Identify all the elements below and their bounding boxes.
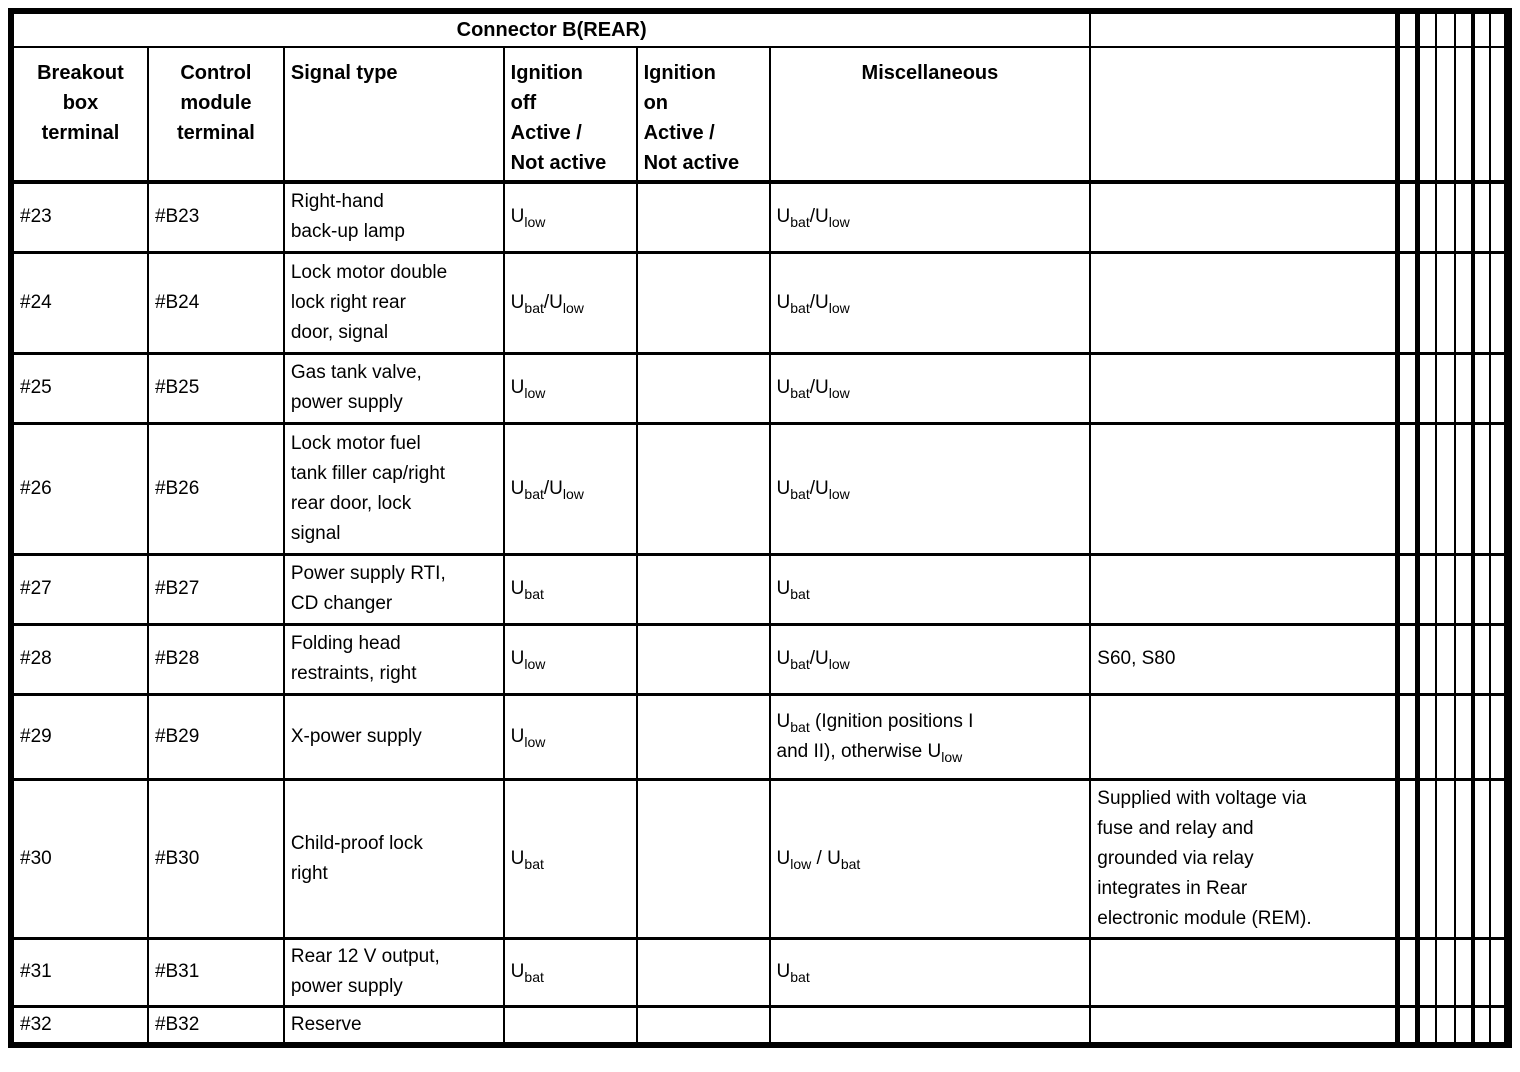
cell-breakout-box-terminal: #31 xyxy=(11,938,148,1006)
filler-cell xyxy=(1473,182,1490,252)
filler-cell xyxy=(1398,47,1418,182)
cell-signal-type: Power supply RTI, CD changer xyxy=(284,554,504,624)
filler-cell xyxy=(1490,554,1508,624)
filler-cell xyxy=(1436,624,1455,694)
filler-cell xyxy=(1418,423,1436,554)
filler-cell xyxy=(1436,47,1455,182)
cell-breakout-box-terminal: #26 xyxy=(11,423,148,554)
filler-cell xyxy=(1473,938,1490,1006)
cell-miscellaneous: $U_{bat}$ (Ignition positions I and II), otherwise $U_{low}$ xyxy=(770,694,1091,779)
cell-notes xyxy=(1090,182,1398,252)
filler-cell xyxy=(1418,353,1436,423)
table-row xyxy=(11,1006,1508,1045)
cell-miscellaneous: $U_{bat}/U_{low}$ xyxy=(770,182,1091,252)
cell-control-module-terminal: #B26 xyxy=(148,423,284,554)
table-row xyxy=(11,779,1508,938)
table-row xyxy=(11,694,1508,779)
cell-ignition-off: $U_{low}$ xyxy=(504,624,637,694)
filler-cell xyxy=(1436,779,1455,938)
filler-cell xyxy=(1436,182,1455,252)
filler-cell xyxy=(1455,11,1473,47)
cell-ignition-on xyxy=(637,353,770,423)
filler-cell xyxy=(1455,779,1473,938)
filler-cell xyxy=(1418,779,1436,938)
filler-cell xyxy=(1490,182,1508,252)
filler-cell xyxy=(1398,182,1418,252)
cell-breakout-box-terminal: #28 xyxy=(11,624,148,694)
filler-cell xyxy=(1436,938,1455,1006)
filler-cell xyxy=(1490,252,1508,353)
cell-notes xyxy=(1090,423,1398,554)
filler-cell xyxy=(1418,47,1436,182)
filler-cell xyxy=(1418,1006,1436,1045)
filler-cell xyxy=(1398,624,1418,694)
cell-control-module-terminal: #B24 xyxy=(148,252,284,353)
filler-cell xyxy=(1398,554,1418,624)
col-header-ignition-on: Ignition on Active / Not active xyxy=(637,47,770,182)
cell-signal-type: Child-proof lock right xyxy=(284,779,504,938)
cell-miscellaneous: $U_{bat}/U_{low}$ xyxy=(770,252,1091,353)
filler-cell xyxy=(1436,353,1455,423)
cell-control-module-terminal: #B31 xyxy=(148,938,284,1006)
cell-ignition-on xyxy=(637,624,770,694)
table-body xyxy=(11,182,1508,1045)
cell-signal-type: Lock motor fuel tank filler cap/right rear door, lock signal xyxy=(284,423,504,554)
cell-miscellaneous xyxy=(770,1006,1091,1045)
filler-cell xyxy=(1473,1006,1490,1045)
filler-cell xyxy=(1455,47,1473,182)
cell-signal-type: Gas tank valve, power supply xyxy=(284,353,504,423)
filler-cell xyxy=(1490,624,1508,694)
filler-cell xyxy=(1473,554,1490,624)
filler-cell xyxy=(1436,11,1455,47)
filler-cell xyxy=(1490,938,1508,1006)
filler-cell xyxy=(1455,353,1473,423)
cell-ignition-on xyxy=(637,554,770,624)
cell-miscellaneous: $U_{bat}/U_{low}$ xyxy=(770,624,1091,694)
cell-signal-type: Right-hand back-up lamp xyxy=(284,182,504,252)
table-row xyxy=(11,554,1508,624)
filler-cell xyxy=(1418,182,1436,252)
filler-cell xyxy=(1490,11,1508,47)
cell-control-module-terminal: #B30 xyxy=(148,779,284,938)
filler-cell xyxy=(1455,938,1473,1006)
cell-control-module-terminal: #B28 xyxy=(148,624,284,694)
filler-cell xyxy=(1473,252,1490,353)
filler-cell xyxy=(1418,938,1436,1006)
cell-signal-type: Lock motor double lock right rear door, signal xyxy=(284,252,504,353)
filler-cell xyxy=(1473,47,1490,182)
cell-ignition-on xyxy=(637,423,770,554)
table-row xyxy=(11,938,1508,1006)
filler-cell xyxy=(1473,423,1490,554)
cell-miscellaneous: $U_{low} / U_{bat}$ xyxy=(770,779,1091,938)
col-header-control-module-terminal: Control module terminal xyxy=(148,47,284,182)
filler-cell xyxy=(1490,779,1508,938)
filler-cell xyxy=(1473,624,1490,694)
filler-cell xyxy=(1418,624,1436,694)
table-row xyxy=(11,182,1508,252)
cell-notes xyxy=(1090,1006,1398,1045)
cell-ignition-on xyxy=(637,779,770,938)
cell-notes xyxy=(1090,694,1398,779)
filler-cell xyxy=(1455,554,1473,624)
filler-cell xyxy=(1473,353,1490,423)
cell-control-module-terminal: #B32 xyxy=(148,1006,284,1045)
cell-signal-type: Folding head restraints, right xyxy=(284,624,504,694)
filler-cell xyxy=(1398,252,1418,353)
filler-cell xyxy=(1490,353,1508,423)
cell-ignition-off: $U_{bat}$ xyxy=(504,779,637,938)
cell-breakout-box-terminal: #25 xyxy=(11,353,148,423)
filler-cell xyxy=(1455,182,1473,252)
cell-control-module-terminal: #B25 xyxy=(148,353,284,423)
filler-cell xyxy=(1436,1006,1455,1045)
col-header-breakout-box-terminal: Breakout box terminal xyxy=(11,47,148,182)
table-row xyxy=(11,624,1508,694)
table-row xyxy=(11,252,1508,353)
filler-cell xyxy=(1436,694,1455,779)
filler-cell xyxy=(1398,423,1418,554)
filler-cell xyxy=(1436,252,1455,353)
filler-cell xyxy=(1490,47,1508,182)
cell-ignition-off: $U_{low}$ xyxy=(504,353,637,423)
filler-cell xyxy=(1418,554,1436,624)
filler-cell xyxy=(1490,694,1508,779)
cell-notes xyxy=(1090,938,1398,1006)
filler-cell xyxy=(1490,1006,1508,1045)
filler-cell xyxy=(1418,694,1436,779)
cell-notes xyxy=(1090,353,1398,423)
filler-cell xyxy=(1398,1006,1418,1045)
cell-miscellaneous: $U_{bat}$ xyxy=(770,938,1091,1006)
filler-cell xyxy=(1455,1006,1473,1045)
cell-ignition-on xyxy=(637,182,770,252)
filler-cell xyxy=(1398,938,1418,1006)
cell-signal-type: Reserve xyxy=(284,1006,504,1045)
filler-cell xyxy=(1418,11,1436,47)
cell-ignition-off: $U_{low}$ xyxy=(504,694,637,779)
filler-cell xyxy=(1436,554,1455,624)
cell-breakout-box-terminal: #24 xyxy=(11,252,148,353)
cell-ignition-off: $U_{bat}$ xyxy=(504,554,637,624)
cell-notes: S60, S80 xyxy=(1090,624,1398,694)
cell-ignition-off xyxy=(504,1006,637,1045)
cell-breakout-box-terminal: #29 xyxy=(11,694,148,779)
title-row xyxy=(11,11,1508,47)
filler-cell xyxy=(1455,624,1473,694)
table-title: Connector B(REAR) xyxy=(11,11,1090,47)
table-row xyxy=(11,423,1508,554)
cell-breakout-box-terminal: #30 xyxy=(11,779,148,938)
col-header-miscellaneous: Miscellaneous xyxy=(770,47,1091,182)
table-row xyxy=(11,353,1508,423)
filler-cell xyxy=(1490,423,1508,554)
filler-cell xyxy=(1455,694,1473,779)
filler-cell xyxy=(1398,779,1418,938)
filler-cell xyxy=(1473,779,1490,938)
cell-miscellaneous: $U_{bat}/U_{low}$ xyxy=(770,353,1091,423)
filler-cell xyxy=(1473,11,1490,47)
notes-header-cell xyxy=(1090,11,1398,47)
column-header-row xyxy=(11,47,1508,182)
cell-ignition-off: $U_{low}$ xyxy=(504,182,637,252)
filler-cell xyxy=(1455,423,1473,554)
cell-ignition-off: $U_{bat}/U_{low}$ xyxy=(504,252,637,353)
cell-ignition-on xyxy=(637,252,770,353)
cell-control-module-terminal: #B29 xyxy=(148,694,284,779)
connector-terminal-table xyxy=(8,8,1512,1048)
filler-cell xyxy=(1436,423,1455,554)
cell-ignition-off: $U_{bat}/U_{low}$ xyxy=(504,423,637,554)
cell-control-module-terminal: #B27 xyxy=(148,554,284,624)
filler-cell xyxy=(1418,252,1436,353)
cell-breakout-box-terminal: #32 xyxy=(11,1006,148,1045)
filler-cell xyxy=(1455,252,1473,353)
filler-cell xyxy=(1398,11,1418,47)
cell-breakout-box-terminal: #23 xyxy=(11,182,148,252)
cell-ignition-off: $U_{bat}$ xyxy=(504,938,637,1006)
cell-ignition-on xyxy=(637,938,770,1006)
cell-notes: Supplied with voltage via fuse and relay and grounded via relay integrates in Rear electronic module (REM). xyxy=(1090,779,1398,938)
cell-signal-type: Rear 12 V output, power supply xyxy=(284,938,504,1006)
cell-signal-type: X-power supply xyxy=(284,694,504,779)
cell-notes xyxy=(1090,252,1398,353)
cell-miscellaneous: $U_{bat}$ xyxy=(770,554,1091,624)
col-header-notes xyxy=(1090,47,1398,182)
filler-cell xyxy=(1398,353,1418,423)
col-header-ignition-off: Ignition off Active / Not active xyxy=(504,47,637,182)
filler-cell xyxy=(1473,694,1490,779)
filler-cell xyxy=(1398,694,1418,779)
cell-miscellaneous: $U_{bat}/U_{low}$ xyxy=(770,423,1091,554)
cell-breakout-box-terminal: #27 xyxy=(11,554,148,624)
cell-notes xyxy=(1090,554,1398,624)
table-head xyxy=(11,11,1508,182)
cell-ignition-on xyxy=(637,694,770,779)
cell-ignition-on xyxy=(637,1006,770,1045)
cell-control-module-terminal: #B23 xyxy=(148,182,284,252)
col-header-signal-type: Signal type xyxy=(284,47,504,182)
